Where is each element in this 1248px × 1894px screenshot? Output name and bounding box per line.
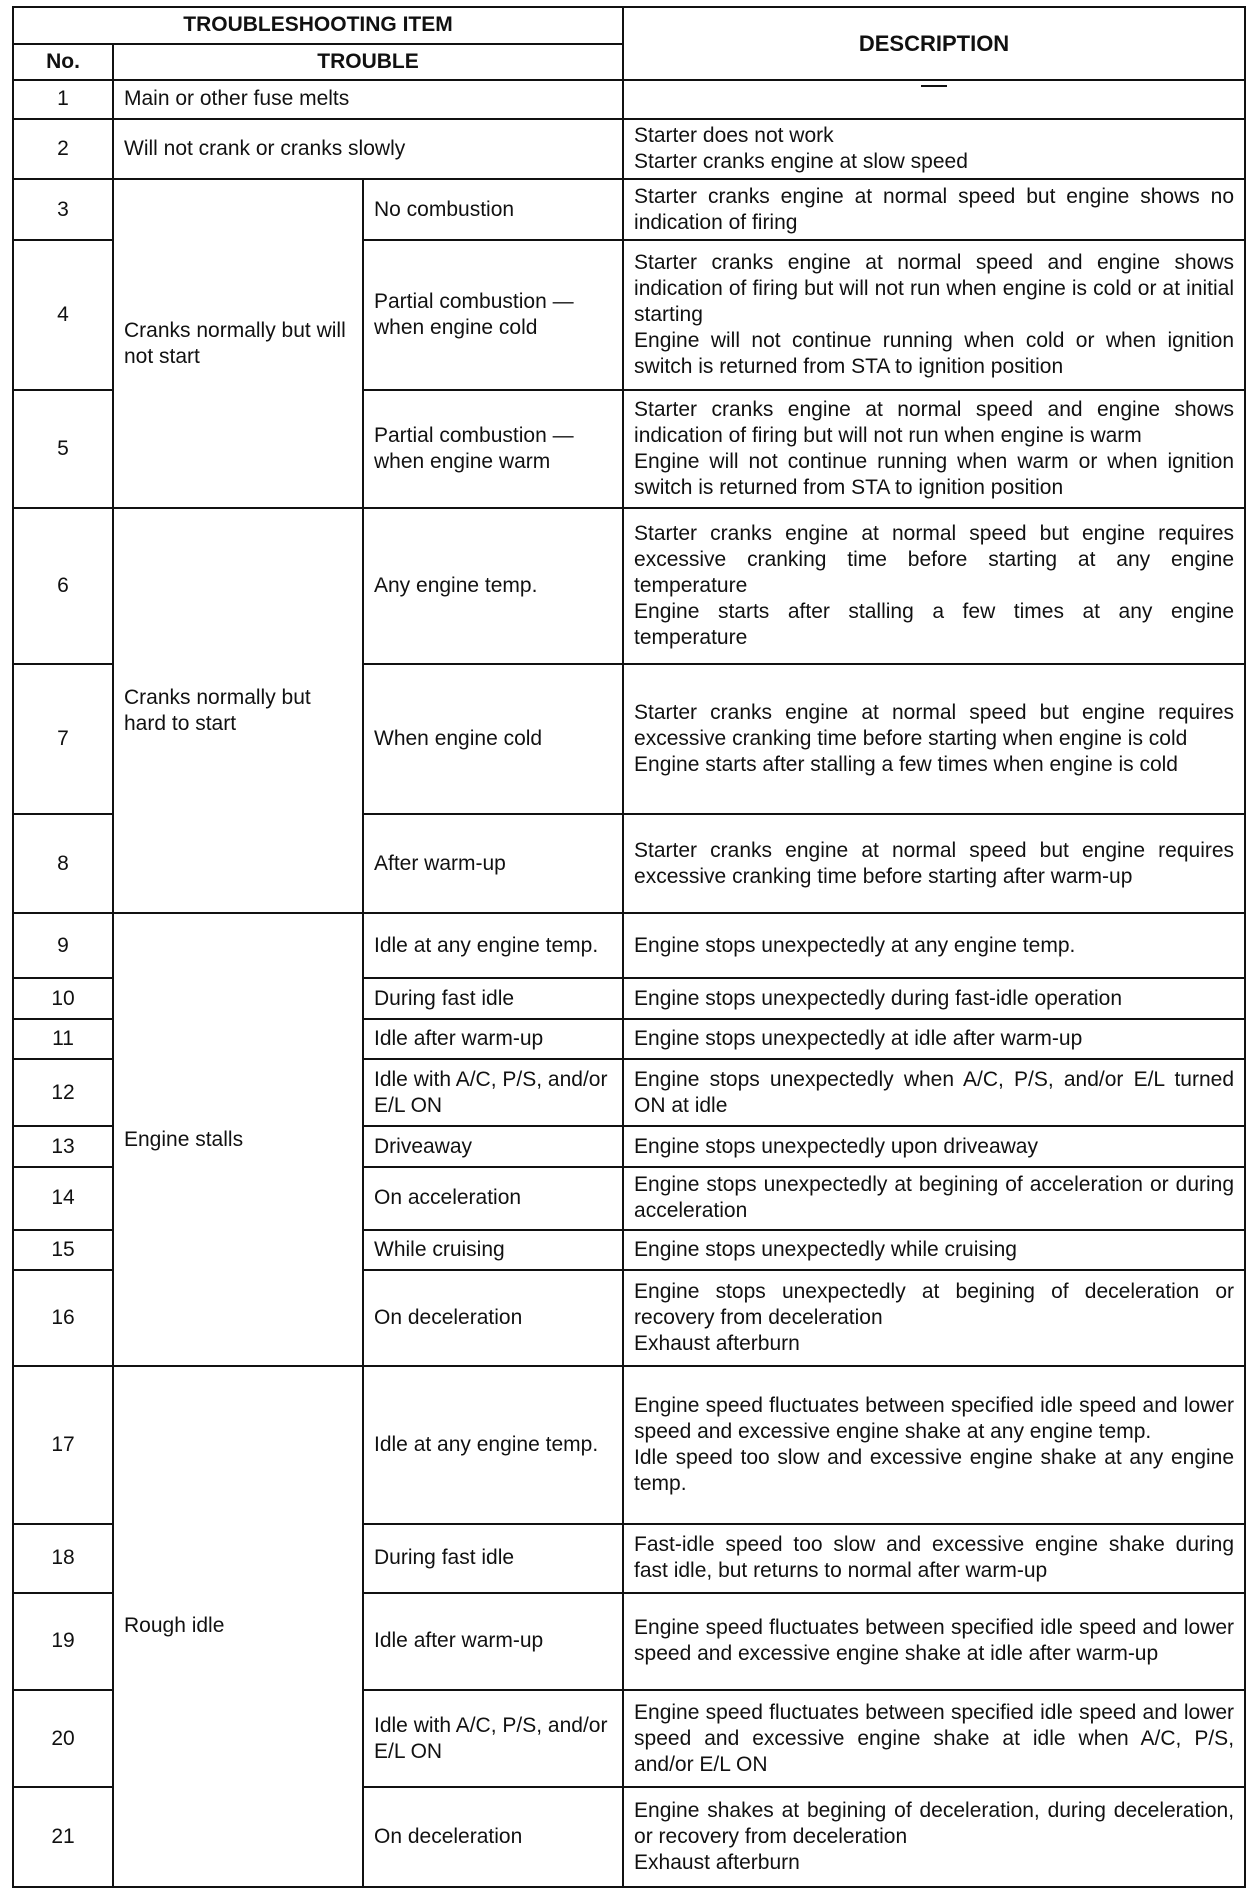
no-header: No. [13, 44, 113, 81]
sub-trouble-cell: Partial combustion — when engine warm [363, 390, 623, 508]
sub-trouble-cell: On deceleration [363, 1270, 623, 1365]
row-number: 11 [13, 1019, 113, 1060]
trouble-header: TROUBLE [113, 44, 623, 81]
table-row [13, 508, 1245, 664]
sub-trouble-cell: Driveaway [363, 1126, 623, 1167]
sub-trouble-cell: Idle at any engine temp. [363, 1366, 623, 1524]
description-cell: Starter cranks engine at normal speed and engine shows indication of firing but will not run when engine is warm Engine will not continue running when warm or when ignition switch is returned from STA to ignition position [623, 390, 1245, 508]
row-number: 4 [13, 240, 113, 390]
table-row [13, 80, 1245, 119]
row-number: 8 [13, 814, 113, 913]
row-number: 1 [13, 80, 113, 119]
description-cell: Engine stops unexpectedly at any engine temp. [623, 913, 1245, 978]
sub-trouble-cell: On acceleration [363, 1167, 623, 1230]
description-cell: Engine stops unexpectedly when A/C, P/S, and/or E/L turned ON at idle [623, 1059, 1245, 1126]
description-cell: Engine stops unexpectedly at begining of deceleration or recovery from deceleration Exhaust afterburn [623, 1270, 1245, 1365]
description-cell: Engine stops unexpectedly upon driveaway [623, 1126, 1245, 1167]
sub-trouble-cell: Idle after warm-up [363, 1019, 623, 1060]
sub-trouble-cell: Any engine temp. [363, 508, 623, 664]
sub-trouble-cell: On deceleration [363, 1787, 623, 1887]
row-number: 2 [13, 119, 113, 180]
description-cell: Starter cranks engine at normal speed but engine requires excessive cranking time before starting when engine is cold Engine starts after stalling a few times when engine is cold [623, 664, 1245, 814]
trouble-group-cell: Engine stalls [113, 913, 363, 1365]
description-cell: Starter cranks engine at normal speed but engine requires excessive cranking time before starting at any engine temperature Engine starts after stalling a few times at any engine temperature [623, 508, 1245, 664]
row-number: 9 [13, 913, 113, 978]
trouble-cell: Will not crank or cranks slowly [113, 119, 623, 180]
description-cell: Starter cranks engine at normal speed and engine shows indication of firing but will not run when engine is cold or at initial starting Engine will not continue running when cold or when ignition switch is returned from STA to ignition position [623, 240, 1245, 390]
dash-mark [921, 85, 947, 113]
troubleshooting-item-header: TROUBLESHOOTING ITEM [13, 7, 623, 44]
sub-trouble-cell: During fast idle [363, 978, 623, 1019]
table-row [13, 179, 1245, 240]
row-number: 6 [13, 508, 113, 664]
sub-trouble-cell: While cruising [363, 1230, 623, 1271]
row-number: 12 [13, 1059, 113, 1126]
table-row [13, 913, 1245, 978]
sub-trouble-cell: Idle at any engine temp. [363, 913, 623, 978]
troubleshooting-table [12, 6, 1246, 1888]
row-number: 17 [13, 1366, 113, 1524]
description-cell: Starter cranks engine at normal speed but engine shows no indication of firing [623, 179, 1245, 240]
row-number: 18 [13, 1524, 113, 1593]
description-cell: Fast-idle speed too slow and excessive engine shake during fast idle, but returns to normal after warm-up [623, 1524, 1245, 1593]
description-header: DESCRIPTION [623, 7, 1245, 80]
trouble-group-cell: Cranks normally but hard to start [113, 508, 363, 914]
description-cell: Engine speed fluctuates between specified idle speed and lower speed and excessive engine shake at any engine temp. Idle speed too slow and excessive engine shake at any engine temp. [623, 1366, 1245, 1524]
sub-trouble-cell: After warm-up [363, 814, 623, 913]
description-cell: Engine stops unexpectedly during fast-idle operation [623, 978, 1245, 1019]
sub-trouble-cell: When engine cold [363, 664, 623, 814]
row-number: 14 [13, 1167, 113, 1230]
description-cell: Engine stops unexpectedly at idle after warm-up [623, 1019, 1245, 1060]
row-number: 19 [13, 1593, 113, 1690]
description-cell: Starter cranks engine at normal speed but engine requires excessive cranking time before starting after warm-up [623, 814, 1245, 913]
row-number: 15 [13, 1230, 113, 1271]
troubleshooting-page [12, 6, 1244, 1888]
sub-trouble-cell: Idle after warm-up [363, 1593, 623, 1690]
sub-trouble-cell: Partial combustion — when engine cold [363, 240, 623, 390]
trouble-group-cell: Rough idle [113, 1366, 363, 1887]
description-cell: Engine stops unexpectedly while cruising [623, 1230, 1245, 1271]
row-number: 7 [13, 664, 113, 814]
row-number: 3 [13, 179, 113, 240]
sub-trouble-cell: Idle with A/C, P/S, and/or E/L ON [363, 1059, 623, 1126]
sub-trouble-cell: No combustion [363, 179, 623, 240]
description-cell: Engine stops unexpectedly at begining of acceleration or during acceleration [623, 1167, 1245, 1230]
table-row [13, 119, 1245, 180]
row-number: 21 [13, 1787, 113, 1887]
header-row [13, 7, 1245, 44]
description-cell: Engine speed fluctuates between specified idle speed and lower speed and excessive engine shake at idle after warm-up [623, 1593, 1245, 1690]
row-number: 5 [13, 390, 113, 508]
trouble-group-cell: Cranks normally but will not start [113, 179, 363, 508]
description-cell [623, 80, 1245, 119]
description-cell: Engine speed fluctuates between specified idle speed and lower speed and excessive engine shake at idle when A/C, P/S, and/or E/L ON [623, 1690, 1245, 1787]
trouble-cell: Main or other fuse melts [113, 80, 623, 119]
row-number: 10 [13, 978, 113, 1019]
row-number: 13 [13, 1126, 113, 1167]
row-number: 20 [13, 1690, 113, 1787]
row-number: 16 [13, 1270, 113, 1365]
sub-trouble-cell: During fast idle [363, 1524, 623, 1593]
description-cell: Engine shakes at begining of deceleration, during deceleration, or recovery from deceleration Exhaust afterburn [623, 1787, 1245, 1887]
table-row [13, 1366, 1245, 1524]
description-cell: Starter does not work Starter cranks engine at slow speed [623, 119, 1245, 180]
sub-trouble-cell: Idle with A/C, P/S, and/or E/L ON [363, 1690, 623, 1787]
